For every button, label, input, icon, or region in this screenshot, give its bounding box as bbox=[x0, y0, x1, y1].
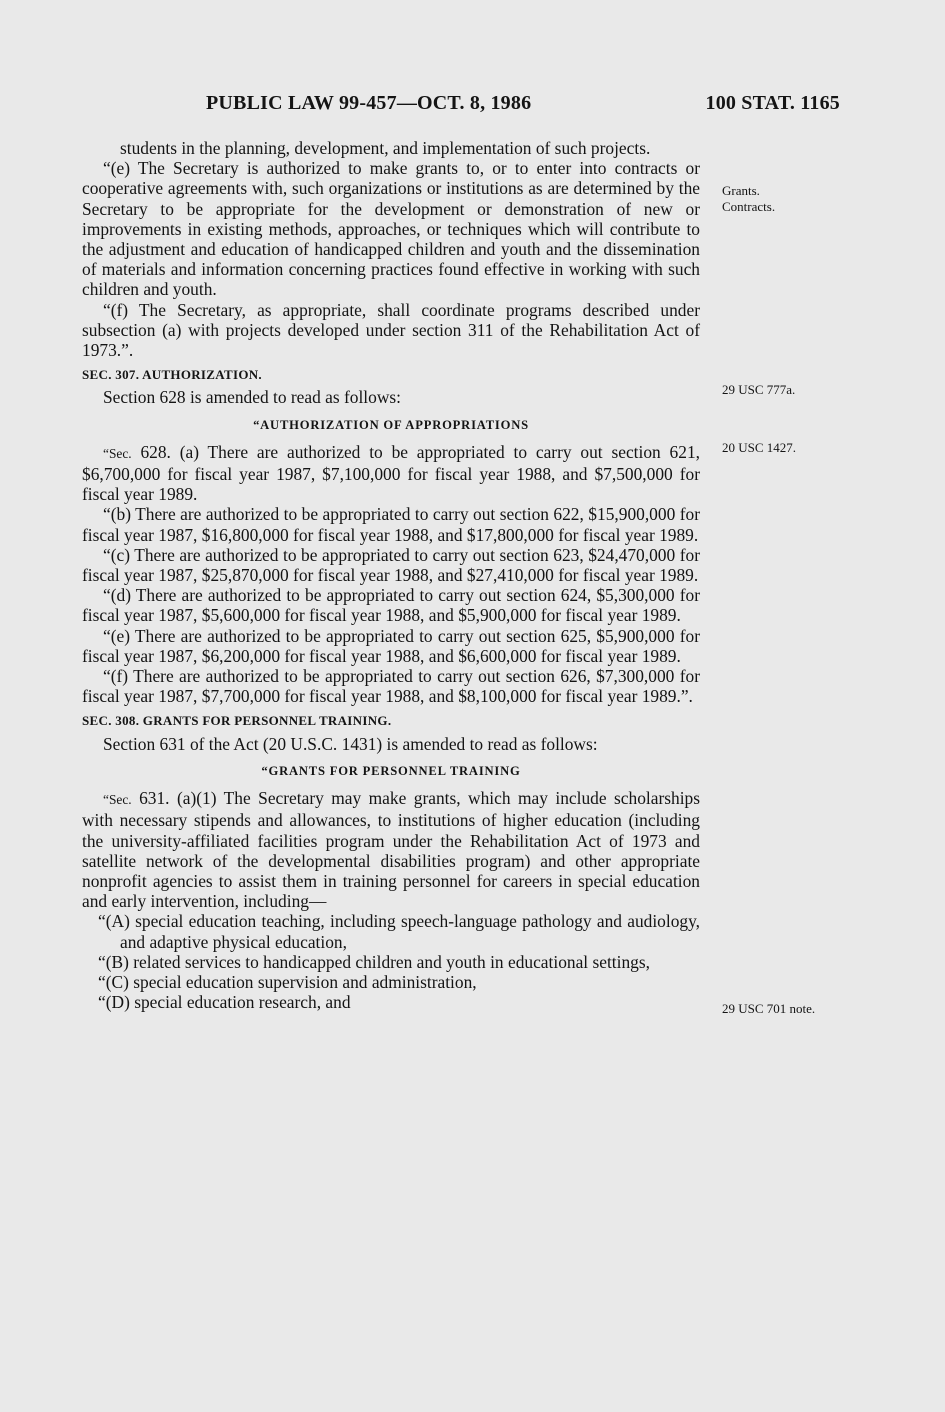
paragraph: “(d) There are authorized to be appropriated to carry out section 624, $5,300,000 for fiscal year 1987, $5,600,000 for fiscal year 1988, and $5,900,000 for fiscal year 1989. bbox=[82, 585, 700, 626]
law-title: PUBLIC LAW 99-457—OCT. 8, 1986 bbox=[206, 92, 532, 114]
section-heading: SEC. 308. GRANTS FOR PERSONNEL TRAINING. bbox=[82, 713, 392, 729]
margin-note-usc: 29 USC 701 note. bbox=[722, 1001, 816, 1016]
paragraph: “(b) There are authorized to be appropriated to carry out section 622, $15,900,000 for fiscal year 1987, $16,800,000 for fiscal year 1988, and $17,800,000 for fiscal year 1989. bbox=[82, 504, 700, 545]
list-item: “(C) special education supervision and administration, bbox=[98, 971, 477, 992]
list-item: “(B) related services to handicapped children and youth in educational settings, bbox=[98, 951, 650, 972]
paragraph: Section 631 of the Act (20 U.S.C. 1431) is amended to read as follows: bbox=[103, 733, 598, 754]
subsection-heading: “GRANTS FOR PERSONNEL TRAINING bbox=[261, 763, 521, 778]
paragraph bbox=[82, 788, 700, 911]
paragraph-text: 628. (a) There are authorized to be appropriated to carry out section 621, $6,700,000 for fiscal year 1987, $7,100,000 for fiscal year 1988, and $7,500,000 for fiscal year 1989. bbox=[82, 441, 700, 505]
paragraph: Section 628 is amended to read as follows: bbox=[103, 387, 401, 408]
sec-lead: “Sec. bbox=[103, 445, 132, 461]
stat-citation: 100 STAT. 1165 bbox=[705, 92, 840, 114]
margin-note-text: Grants. bbox=[722, 183, 760, 198]
paragraph-text: 631. (a)(1) The Secretary may make grants, which may include scholarships with necessary stipends and allowances, to institutions of higher education (including the university-affiliated facilities program under the Rehabilitation Act of 1973 and satellite network of the developmental disabilities program) and other appropriate nonprofit agencies to assist them in training personnel for careers in special education and early intervention, including— bbox=[82, 788, 700, 912]
paragraph: “(c) There are authorized to be appropriated to carry out section 623, $24,470,000 for fiscal year 1987, $25,870,000 for fiscal year 1988, and $27,410,000 for fiscal year 1989. bbox=[82, 544, 700, 586]
margin-note-usc: 20 USC 1427. bbox=[722, 440, 797, 455]
main-text bbox=[82, 138, 700, 1012]
paragraph: “(e) The Secretary is authorized to make grants to, or to enter into contracts or cooperative agreements with, such organizations or institutions as are determined by the Secretary to be appropriate for the development or demonstration of new or improvements in existing methods, approaches, or techniques which will contribute to the adjustment and education of handicapped children and youth and the dissemination of materials and information concerning practices found effective in working with such children and youth. bbox=[82, 158, 700, 300]
section-heading: SEC. 307. AUTHORIZATION. bbox=[82, 367, 262, 383]
paragraph: “(e) There are authorized to be appropriated to carry out section 625, $5,900,000 for fiscal year 1987, $6,200,000 for fiscal year 1988, and $6,600,000 for fiscal year 1989. bbox=[82, 625, 700, 666]
paragraph: “(f) There are authorized to be appropriated to carry out section 626, $7,300,000 for fiscal year 1987, $7,700,000 for fiscal year 1988, and $8,100,000 for fiscal year 1989.”. bbox=[82, 666, 700, 707]
sec-lead: “Sec. bbox=[103, 792, 132, 808]
list-item: “(A) special education teaching, including speech-language pathology and audiology, and adaptive physical education, bbox=[98, 911, 700, 952]
paragraph: “(f) The Secretary, as appropriate, shall coordinate programs described under subsection (a) with projects developed under section 311 of the Rehabilitation Act of 1973.”. bbox=[82, 299, 700, 361]
list-item: “(D) special education research, and bbox=[98, 992, 351, 1013]
paragraph: students in the planning, development, and implementation of such projects. bbox=[120, 138, 651, 158]
paragraph bbox=[82, 442, 700, 505]
margin-note-text: Contracts. bbox=[722, 199, 776, 214]
margin-note-grants bbox=[722, 183, 775, 215]
margin-note-usc: 29 USC 777a. bbox=[722, 382, 796, 397]
subsection-heading: “AUTHORIZATION OF APPROPRIATIONS bbox=[253, 417, 529, 432]
